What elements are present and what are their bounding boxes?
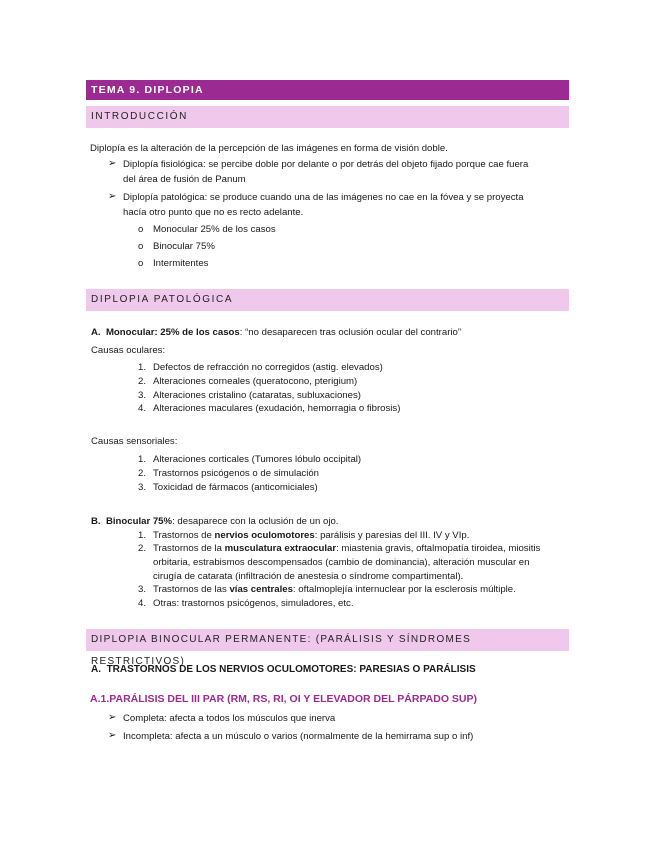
- arrow-bullet-icon: ➢: [108, 158, 117, 169]
- monocular-heading: A. Monocular: 25% de los casos: “no desaparecen tras oclusión ocular del contrario”: [91, 327, 462, 338]
- list-item-continuation: orbitaria, estrabismos descompensados (cambio de dominancia), alteración muscular en: [153, 557, 530, 568]
- arrow-bullet-icon: ➢: [108, 730, 117, 741]
- patologica-line-1: Diplopía patológica: se produce cuando una de las imágenes no cae en la fóvea y se proyecta: [123, 192, 524, 203]
- list-number: 2.: [138, 543, 147, 554]
- list-number: 1.: [138, 454, 147, 465]
- list-item: Alteraciones corneales (queratocono, pterigium): [153, 376, 358, 387]
- fisiologica-line-1: Diplopía fisiológica: se percibe doble por delante o por detrás del objeto fijado porque cae fuera: [123, 159, 529, 170]
- paralisis-iii-heading: A.1.PARÁLISIS DEL III PAR (RM, RS, RI, OI Y ELEVADOR DEL PÁRPADO SUP): [90, 693, 477, 705]
- fisiologica-line-2: del área de fusión de Panum: [123, 174, 246, 185]
- list-number: 1.: [138, 530, 147, 541]
- chapter-title-bar: TEMA 9. DIPLOPIA: [86, 80, 569, 100]
- list-item: Defectos de refracción no corregidos (astig. elevados): [153, 362, 383, 373]
- list-item: Alteraciones corticales (Tumores lóbulo occipital): [153, 454, 362, 465]
- circle-bullet: o: [138, 224, 144, 235]
- causas-sensoriales-label: Causas sensoriales:: [91, 436, 178, 447]
- circle-bullet: o: [138, 258, 144, 269]
- arrow-bullet-icon: ➢: [108, 191, 117, 202]
- list-number: 3.: [138, 482, 147, 493]
- arrow-bullet-icon: ➢: [108, 712, 117, 723]
- section-heading-introduccion: INTRODUCCIÓN: [86, 106, 569, 128]
- list-item-continuation: cirugía de catarata (infiltración de anestesia o síndrome compartimental).: [153, 571, 464, 582]
- patologica-line-2: hacía otro punto que no es recto adelante.: [123, 207, 304, 218]
- list-item: Binocular 75%: [153, 241, 215, 252]
- list-item: Toxicidad de fármacos (anticomiciales): [153, 482, 318, 493]
- incompleta-text: Incompleta: afecta a un músculo o varios (normalmente de la hemirrama sup o inf): [123, 731, 474, 742]
- list-number: 3.: [138, 390, 147, 401]
- list-item: Trastornos psicógenos o de simulación: [153, 468, 320, 479]
- list-item: Trastornos de nervios oculomotores: parálisis y paresias del III. IV y VIp.: [153, 530, 470, 541]
- list-number: 2.: [138, 376, 147, 387]
- list-number: 4.: [138, 598, 147, 609]
- completa-text: Completa: afecta a todos los músculos que inerva: [123, 713, 336, 724]
- binocular-heading: B. Binocular 75%: desaparece con la oclusión de un ojo.: [91, 516, 339, 527]
- list-item: Trastornos de las vías centrales: oftalmoplejía internuclear por la esclerosis múltiple.: [153, 584, 516, 595]
- trastornos-heading: A. TRASTORNOS DE LOS NERVIOS OCULOMOTORES: PARESIAS O PARÁLISIS: [91, 664, 476, 675]
- list-number: 1.: [138, 362, 147, 373]
- circle-bullet: o: [138, 241, 144, 252]
- list-number: 2.: [138, 468, 147, 479]
- list-item: Alteraciones cristalino (cataratas, subluxaciones): [153, 390, 361, 401]
- list-number: 3.: [138, 584, 147, 595]
- list-item: Otras: trastornos psicógenos, simuladores, etc.: [153, 598, 354, 609]
- section-heading-patologica: DIPLOPIA PATOLÓGICA: [86, 289, 569, 311]
- definition-text: Diplopía es la alteración de la percepción de las imágenes en forma de visión doble.: [90, 143, 448, 154]
- list-number: 4.: [138, 403, 147, 414]
- section-heading-permanente: DIPLOPIA BINOCULAR PERMANENTE: (PARÁLISIS Y SÍNDROMES RESTRICTIVOS): [86, 629, 569, 651]
- causas-oculares-label: Causas oculares:: [91, 345, 166, 356]
- list-item: Trastornos de la musculatura extraocular: miastenia gravis, oftalmopatía tiroidea, miositis: [153, 543, 541, 554]
- list-item: Monocular 25% de los casos: [153, 224, 276, 235]
- list-item: Intermitentes: [153, 258, 209, 269]
- list-item: Alteraciones maculares (exudación, hemorragia o fibrosis): [153, 403, 401, 414]
